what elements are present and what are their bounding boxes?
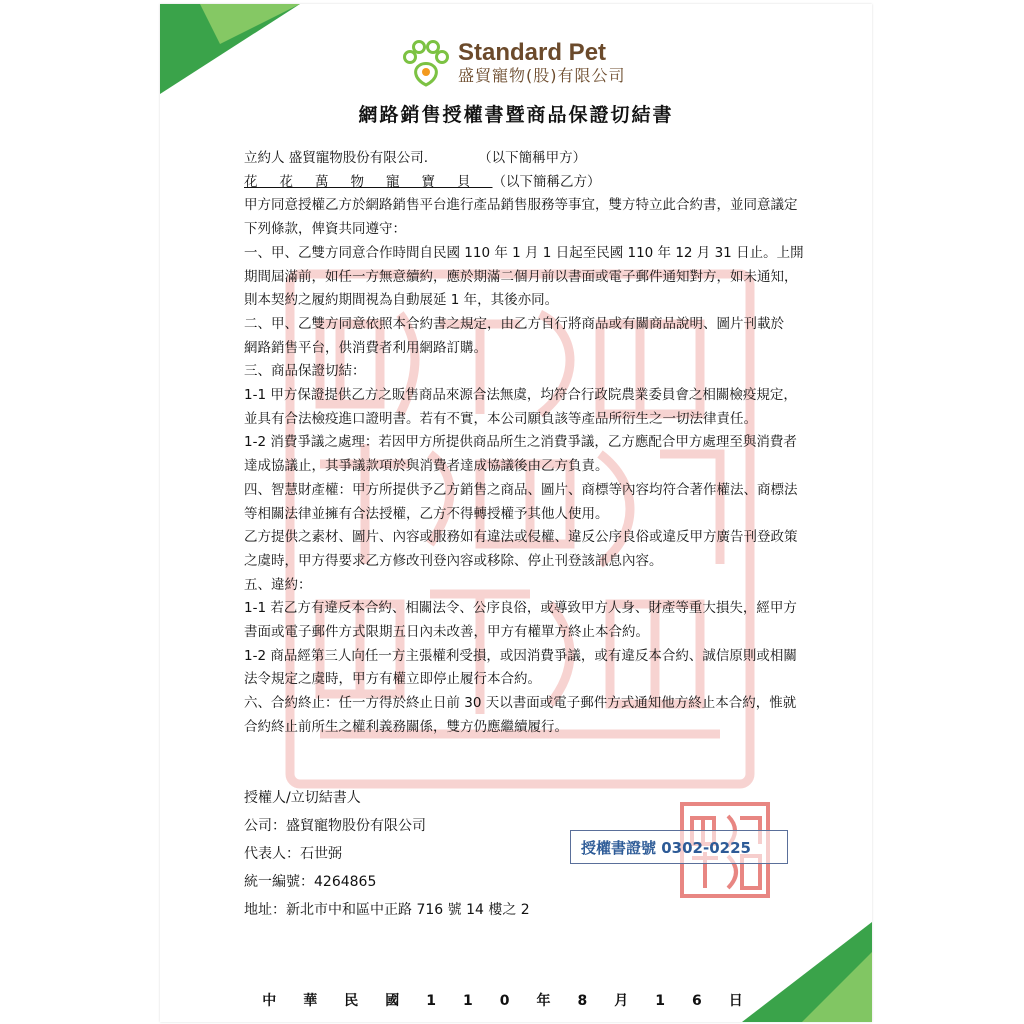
clause-line: 三、商品保證切結： <box>244 363 366 380</box>
company-logo <box>400 39 626 90</box>
clause-line: 1-2 消費爭議之處理：若因甲方所提供商品所生之消費爭議，乙方應配合甲方處理至與消費者 <box>244 434 797 451</box>
clause-line: 法令規定之虞時，甲方有權立即停止履行本合約。 <box>244 671 541 688</box>
document-page <box>160 4 872 1022</box>
contract-body <box>244 147 804 740</box>
signer-block <box>244 784 530 924</box>
clause-line: 六、合約終止：任一方得於終止日前 30 天以書面或電子郵件方式通知他方終止本合約，惟就 <box>244 695 797 712</box>
party-b-name: 花花萬物寵寶貝 <box>244 173 493 190</box>
party-a-line <box>244 147 800 171</box>
clause-line: 則本契約之履約期間視為自動展延 1 年，其後亦同。 <box>244 292 559 309</box>
signer-tax-id: 統一編號：4264865 <box>244 874 377 890</box>
clause-line: 之虞時，甲方得要求乙方修改刊登內容或移除、停止刊登該訊息內容。 <box>244 552 663 569</box>
clause-line: 1-1 若乙方有違反本合約、相關法令、公序良俗，或導致甲方人身、財產等重大損失，經甲方 <box>244 600 797 617</box>
green-corner-decoration <box>160 4 300 94</box>
clause-line: 二、甲、乙雙方同意依照本合約書之規定，由乙方自行將商品或有關商品說明、圖片刊載於 <box>244 315 784 332</box>
paw-icon <box>400 39 452 91</box>
clause-line: 期間屆滿前，如任一方無意續約，應於期滿二個月前以書面或電子郵件通知對方，如未通知， <box>244 268 798 285</box>
signer-company: 公司：盛貿寵物股份有限公司 <box>244 818 426 834</box>
document-title: 網路銷售授權書暨商品保證切結書 <box>358 104 674 126</box>
signer-address: 地址：新北市中和區中正路 716 號 14 樓之 2 <box>244 902 530 918</box>
brand-chinese-name: 盛貿寵物(股)有限公司 <box>458 66 626 85</box>
clause-line: 下列條款，俾資共同遵守： <box>244 221 406 238</box>
clause-line: 並具有合法檢疫進口證明書。若有不實，本公司願負該等產品所衍生之一切法律責任。 <box>244 410 757 427</box>
party-a-name: 立約人 盛貿寵物股份有限公司. <box>244 150 429 166</box>
clause-line: 網路銷售平台，供消費者利用網路訂購。 <box>244 339 487 356</box>
certificate-number: 授權書證號 0302-0225 <box>581 838 751 857</box>
clause-line: 達成協議止，其爭議款項於與消費者達成協議後由乙方負責。 <box>244 458 609 475</box>
clause-line: 合約終止前所生之權利義務關係，雙方仍應繼續履行。 <box>244 718 568 735</box>
clause-line: 乙方提供之素材、圖片、內容或服務如有違法或侵權、違反公序良俗或違反甲方廣告刊登政策 <box>244 529 798 546</box>
signing-date: 中華民國110年8月16日 <box>262 993 770 1009</box>
party-b-note: （以下簡稱乙方） <box>492 173 601 190</box>
clause-line: 五、違約： <box>244 576 312 593</box>
signer-representative: 代表人：石世弼 <box>244 846 342 862</box>
signer-role: 授權人/立切結書人 <box>244 790 361 806</box>
clause-line: 書面或電子郵件方式限期五日內未改善，甲方有權單方終止本合約。 <box>244 624 649 641</box>
certificate-number-box <box>570 830 788 864</box>
brand-name: Standard Pet <box>458 39 607 66</box>
clause-line: 甲方同意授權乙方於網路銷售平台進行產品銷售服務等事宜，雙方特立此合約書，並同意議定 <box>244 197 798 214</box>
clause-line: 四、智慧財產權：甲方所提供予乙方銷售之商品、圖片、商標等內容均符合著作權法、商標法 <box>244 481 798 498</box>
party-a-note: （以下簡稱甲方） <box>478 150 587 166</box>
clause-line: 1-1 甲方保證提供乙方之販售商品來源合法無虞，均符合行政院農業委員會之相關檢疫規定， <box>244 387 797 404</box>
party-b-line <box>244 171 800 195</box>
clause-line: 一、甲、乙雙方同意合作時間自民國 110 年 1 月 1 日起至民國 110 年 12 月 31 日止。上開 <box>244 244 804 261</box>
clause-line: 等相關法律並擁有合法授權，乙方不得轉授權予其他人使用。 <box>244 505 609 522</box>
clause-line: 1-2 商品經第三人向任一方主張權利受損，或因消費爭議，或有違反本合約、誠信原則或相關 <box>244 647 797 664</box>
